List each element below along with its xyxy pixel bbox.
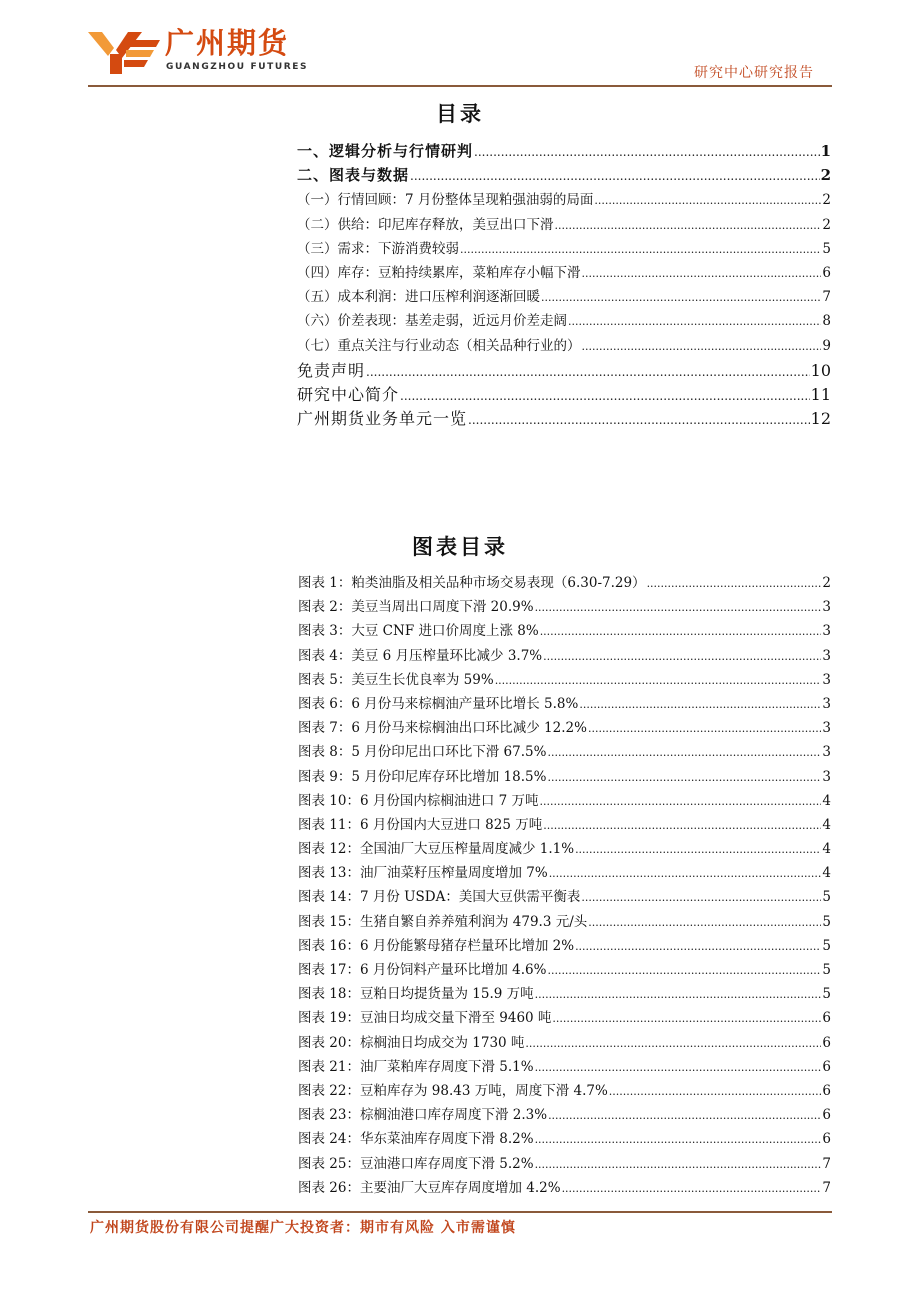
risk-disclaimer: 广州期货股份有限公司提醒广大投资者：期市有风险 入市需谨慎	[90, 1220, 516, 1236]
footer-divider	[88, 1211, 832, 1213]
figure-entry[interactable]: 图表 9：5 月份印尼库存环比增加 18.5% ..... 3	[298, 765, 831, 789]
figure-entry[interactable]: 图表 12：全国油厂大豆压榨量周度减少 1.1% ..... 4	[298, 837, 831, 861]
figure-entry[interactable]: 图表 26：主要油厂大豆库存周度增加 4.2% ..... 7	[298, 1176, 831, 1200]
figure-entry[interactable]: 图表 14：7 月份 USDA：美国大豆供需平衡表 ..... 5	[298, 885, 831, 909]
figure-entry[interactable]: 图表 19：豆油日均成交量下滑至 9460 吨 ..... 6	[298, 1006, 831, 1030]
header-divider	[88, 85, 832, 87]
figure-entry[interactable]: 图表 1：粕类油脂及相关品种市场交易表现（6.30-7.29） ..... 2	[298, 571, 831, 595]
report-type-label: 研究中心研究报告	[694, 65, 814, 81]
table-of-contents	[297, 140, 831, 430]
figure-entry[interactable]: 图表 13：油厂油菜籽压榨量周度增加 7% ..... 4	[298, 861, 831, 885]
figure-entry[interactable]: 图表 8：5 月份印尼出口环比下滑 67.5% ..... 3	[298, 740, 831, 764]
figure-entry[interactable]: 图表 25：豆油港口库存周度下滑 5.2% ..... 7	[298, 1152, 831, 1176]
figure-entry[interactable]: 图表 20：棕榈油日均成交为 1730 吨 ..... 6	[298, 1031, 831, 1055]
figure-list-title: 图表目录	[412, 534, 508, 559]
figure-entry[interactable]: 图表 22：豆粕库存为 98.43 万吨，周度下滑 4.7% ..... 6	[298, 1079, 831, 1103]
toc-entry[interactable]: 一、逻辑分析与行情研判 ..... 1	[297, 140, 831, 164]
logo-text-en: GUANGZHOU FUTURES	[166, 62, 309, 72]
figure-entry[interactable]: 图表 17：6 月份饲料产量环比增加 4.6% ..... 5	[298, 958, 831, 982]
toc-entry[interactable]: 免责声明 ..... 10	[297, 358, 831, 382]
page-header	[0, 0, 920, 92]
figure-entry[interactable]: 图表 21：油厂菜粕库存周度下滑 5.1% ..... 6	[298, 1055, 831, 1079]
logo-text-cn: 广州期货	[165, 26, 290, 60]
toc-entry[interactable]: （七）重点关注与行业动态（相关品种行业的） ..... 9	[297, 334, 831, 358]
figure-entry[interactable]: 图表 16：6 月份能繁母猪存栏量环比增加 2% ..... 5	[298, 934, 831, 958]
figure-entry[interactable]: 图表 15：生猪自繁自养养殖利润为 479.3 元/头 ..... 5	[298, 910, 831, 934]
figure-entry[interactable]: 图表 7：6 月份马来棕榈油出口环比减少 12.2% ..... 3	[298, 716, 831, 740]
toc-entry[interactable]: （二）供给：印尼库存释放，美豆出口下滑 ..... 2	[297, 213, 831, 237]
figure-entry[interactable]: 图表 18：豆粕日均提货量为 15.9 万吨 ..... 5	[298, 982, 831, 1006]
figure-entry[interactable]: 图表 6：6 月份马来棕榈油产量环比增长 5.8% ..... 3	[298, 692, 831, 716]
toc-entry[interactable]: （五）成本利润：进口压榨利润逐渐回暖 ..... 7	[297, 285, 831, 309]
toc-entry[interactable]: （三）需求：下游消费较弱 ..... 5	[297, 237, 831, 261]
figure-entry[interactable]: 图表 10：6 月份国内棕榈油进口 7 万吨 ..... 4	[298, 789, 831, 813]
toc-entry[interactable]: 广州期货业务单元一览 ..... 12	[297, 406, 831, 430]
figure-entry[interactable]: 图表 24：华东菜油库存周度下滑 8.2% ..... 6	[298, 1127, 831, 1151]
figure-list	[298, 571, 831, 1200]
toc-entry[interactable]: （一）行情回顾：7 月份整体呈现粕强油弱的局面 ..... 2	[297, 188, 831, 212]
figure-entry[interactable]: 图表 3：大豆 CNF 进口价周度上涨 8% ..... 3	[298, 619, 831, 643]
figure-entry[interactable]: 图表 4：美豆 6 月压榨量环比减少 3.7% ..... 3	[298, 644, 831, 668]
toc-entry[interactable]: （四）库存：豆粕持续累库，菜粕库存小幅下滑 ..... 6	[297, 261, 831, 285]
figure-entry[interactable]: 图表 11：6 月份国内大豆进口 825 万吨 ..... 4	[298, 813, 831, 837]
toc-title: 目录	[436, 101, 484, 126]
company-logo-icon	[88, 30, 160, 74]
toc-entry[interactable]: （六）价差表现：基差走弱，近远月价差走阔 ..... 8	[297, 309, 831, 333]
toc-entry[interactable]: 研究中心简介 ..... 11	[297, 382, 831, 406]
figure-entry[interactable]: 图表 23：棕榈油港口库存周度下滑 2.3% ..... 6	[298, 1103, 831, 1127]
toc-entry[interactable]: 二、图表与数据 ..... 2	[297, 164, 831, 188]
figure-entry[interactable]: 图表 2：美豆当周出口周度下滑 20.9% ..... 3	[298, 595, 831, 619]
figure-entry[interactable]: 图表 5：美豆生长优良率为 59% ..... 3	[298, 668, 831, 692]
